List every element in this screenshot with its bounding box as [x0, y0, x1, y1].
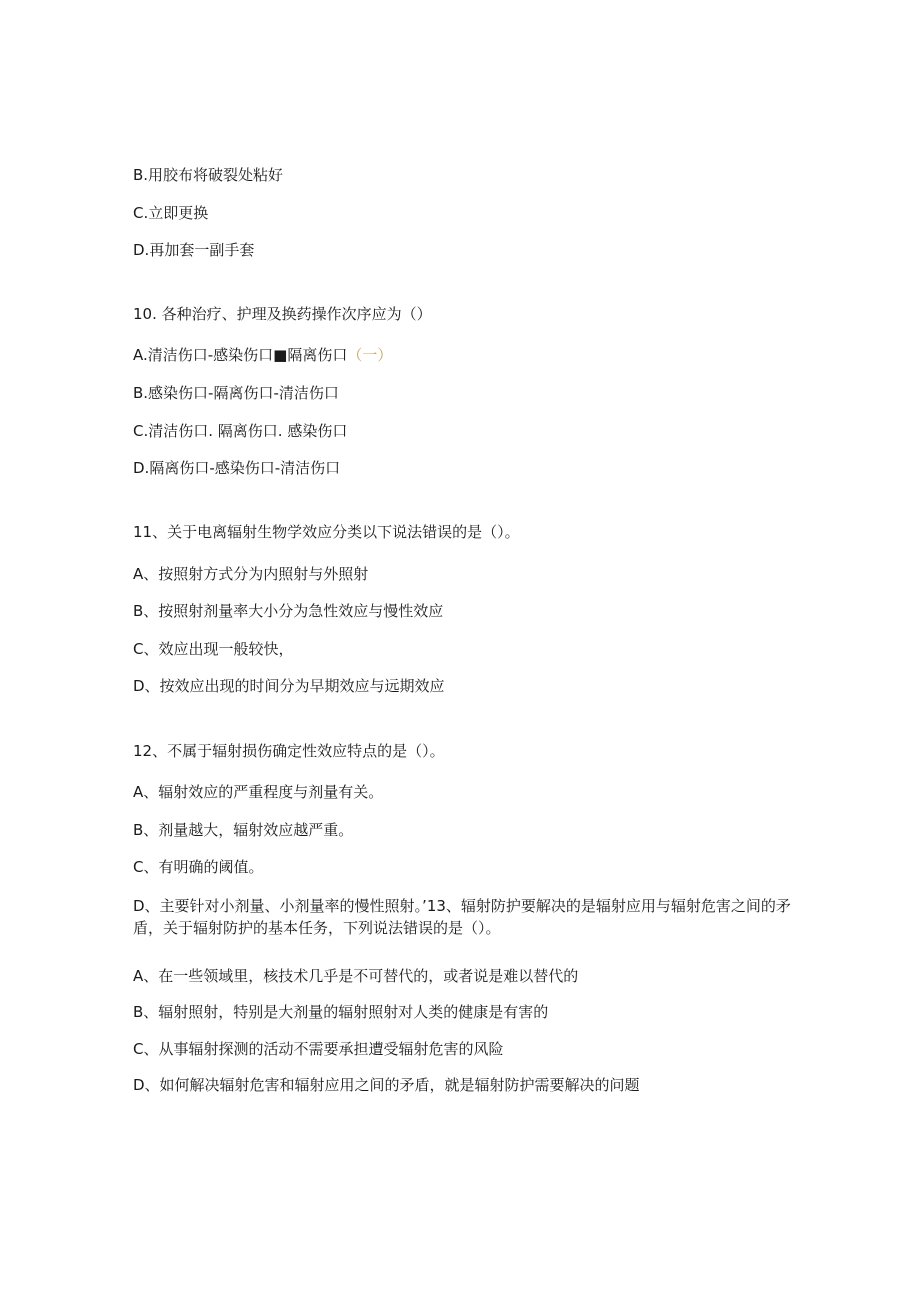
q10-option-a-mark: （一） — [347, 346, 393, 364]
q9-option-c: C.立即更换 — [133, 204, 209, 222]
q11-option-d: D、按效应出现的时间分为早期效应与远期效应 — [133, 677, 445, 695]
q11-option-a: A、按照射方式分为内照射与外照射 — [133, 565, 369, 583]
q9-option-d: D.再加套一副手套 — [133, 241, 255, 259]
q12-option-c: C、有明确的阈值。 — [133, 858, 264, 876]
q10-option-d: D.隔离伤口-感染伤口-清洁伤口 — [133, 459, 341, 477]
q11-option-c: C、效应出现一般较快， — [133, 640, 294, 658]
q13-option-d: D、如何解决辐射危害和辐射应用之间的矛盾，就是辐射防护需要解决的问题 — [133, 1076, 640, 1094]
q12-option-b: B、剂量越大，辐射效应越严重。 — [133, 821, 354, 839]
q11-option-b: B、按照射剂量率大小分为急性效应与慢性效应 — [133, 602, 444, 620]
q12-option-d-and-q13-stem: D、主要针对小剂量、小剂量率的慢性照射。’13、辐射防护要解决的是辐射应用与辐射危害之间的矛盾，关于辐射防护的基本任务，下列说法错误的是（）。 — [133, 897, 791, 937]
q12-option-a: A、辐射效应的严重程度与剂量有关。 — [133, 783, 384, 801]
q9-option-b: B.用胶布将破裂处粘好 — [133, 166, 284, 184]
q12-stem: 12、不属于辐射损伤确定性效应特点的是（）。 — [133, 742, 445, 760]
q13-option-b: B、辐射照射，特别是大剂量的辐射照射对人类的健康是有害的 — [133, 1003, 549, 1021]
q10-option-c: C.清洁伤口. 隔离伤口. 感染伤口 — [133, 422, 348, 440]
q13-option-a: A、在一些领域里，核技术几乎是不可替代的，或者说是难以替代的 — [133, 967, 579, 985]
q10-option-a-text: A.清洁伤口-感染伤口■隔离伤口 — [133, 346, 348, 364]
q10-option-a — [133, 345, 392, 365]
q11-stem: 11、关于电离辐射生物学效应分类以下说法错误的是（）。 — [133, 523, 520, 541]
q10-option-b: B.感染伤口-隔离伤口-清洁伤口 — [133, 384, 339, 402]
q13-option-c: C、从事辐射探测的活动不需要承担遭受辐射危害的风险 — [133, 1040, 504, 1058]
q10-stem: 10. 各种治疗、护理及换药操作次序应为（） — [133, 305, 432, 323]
